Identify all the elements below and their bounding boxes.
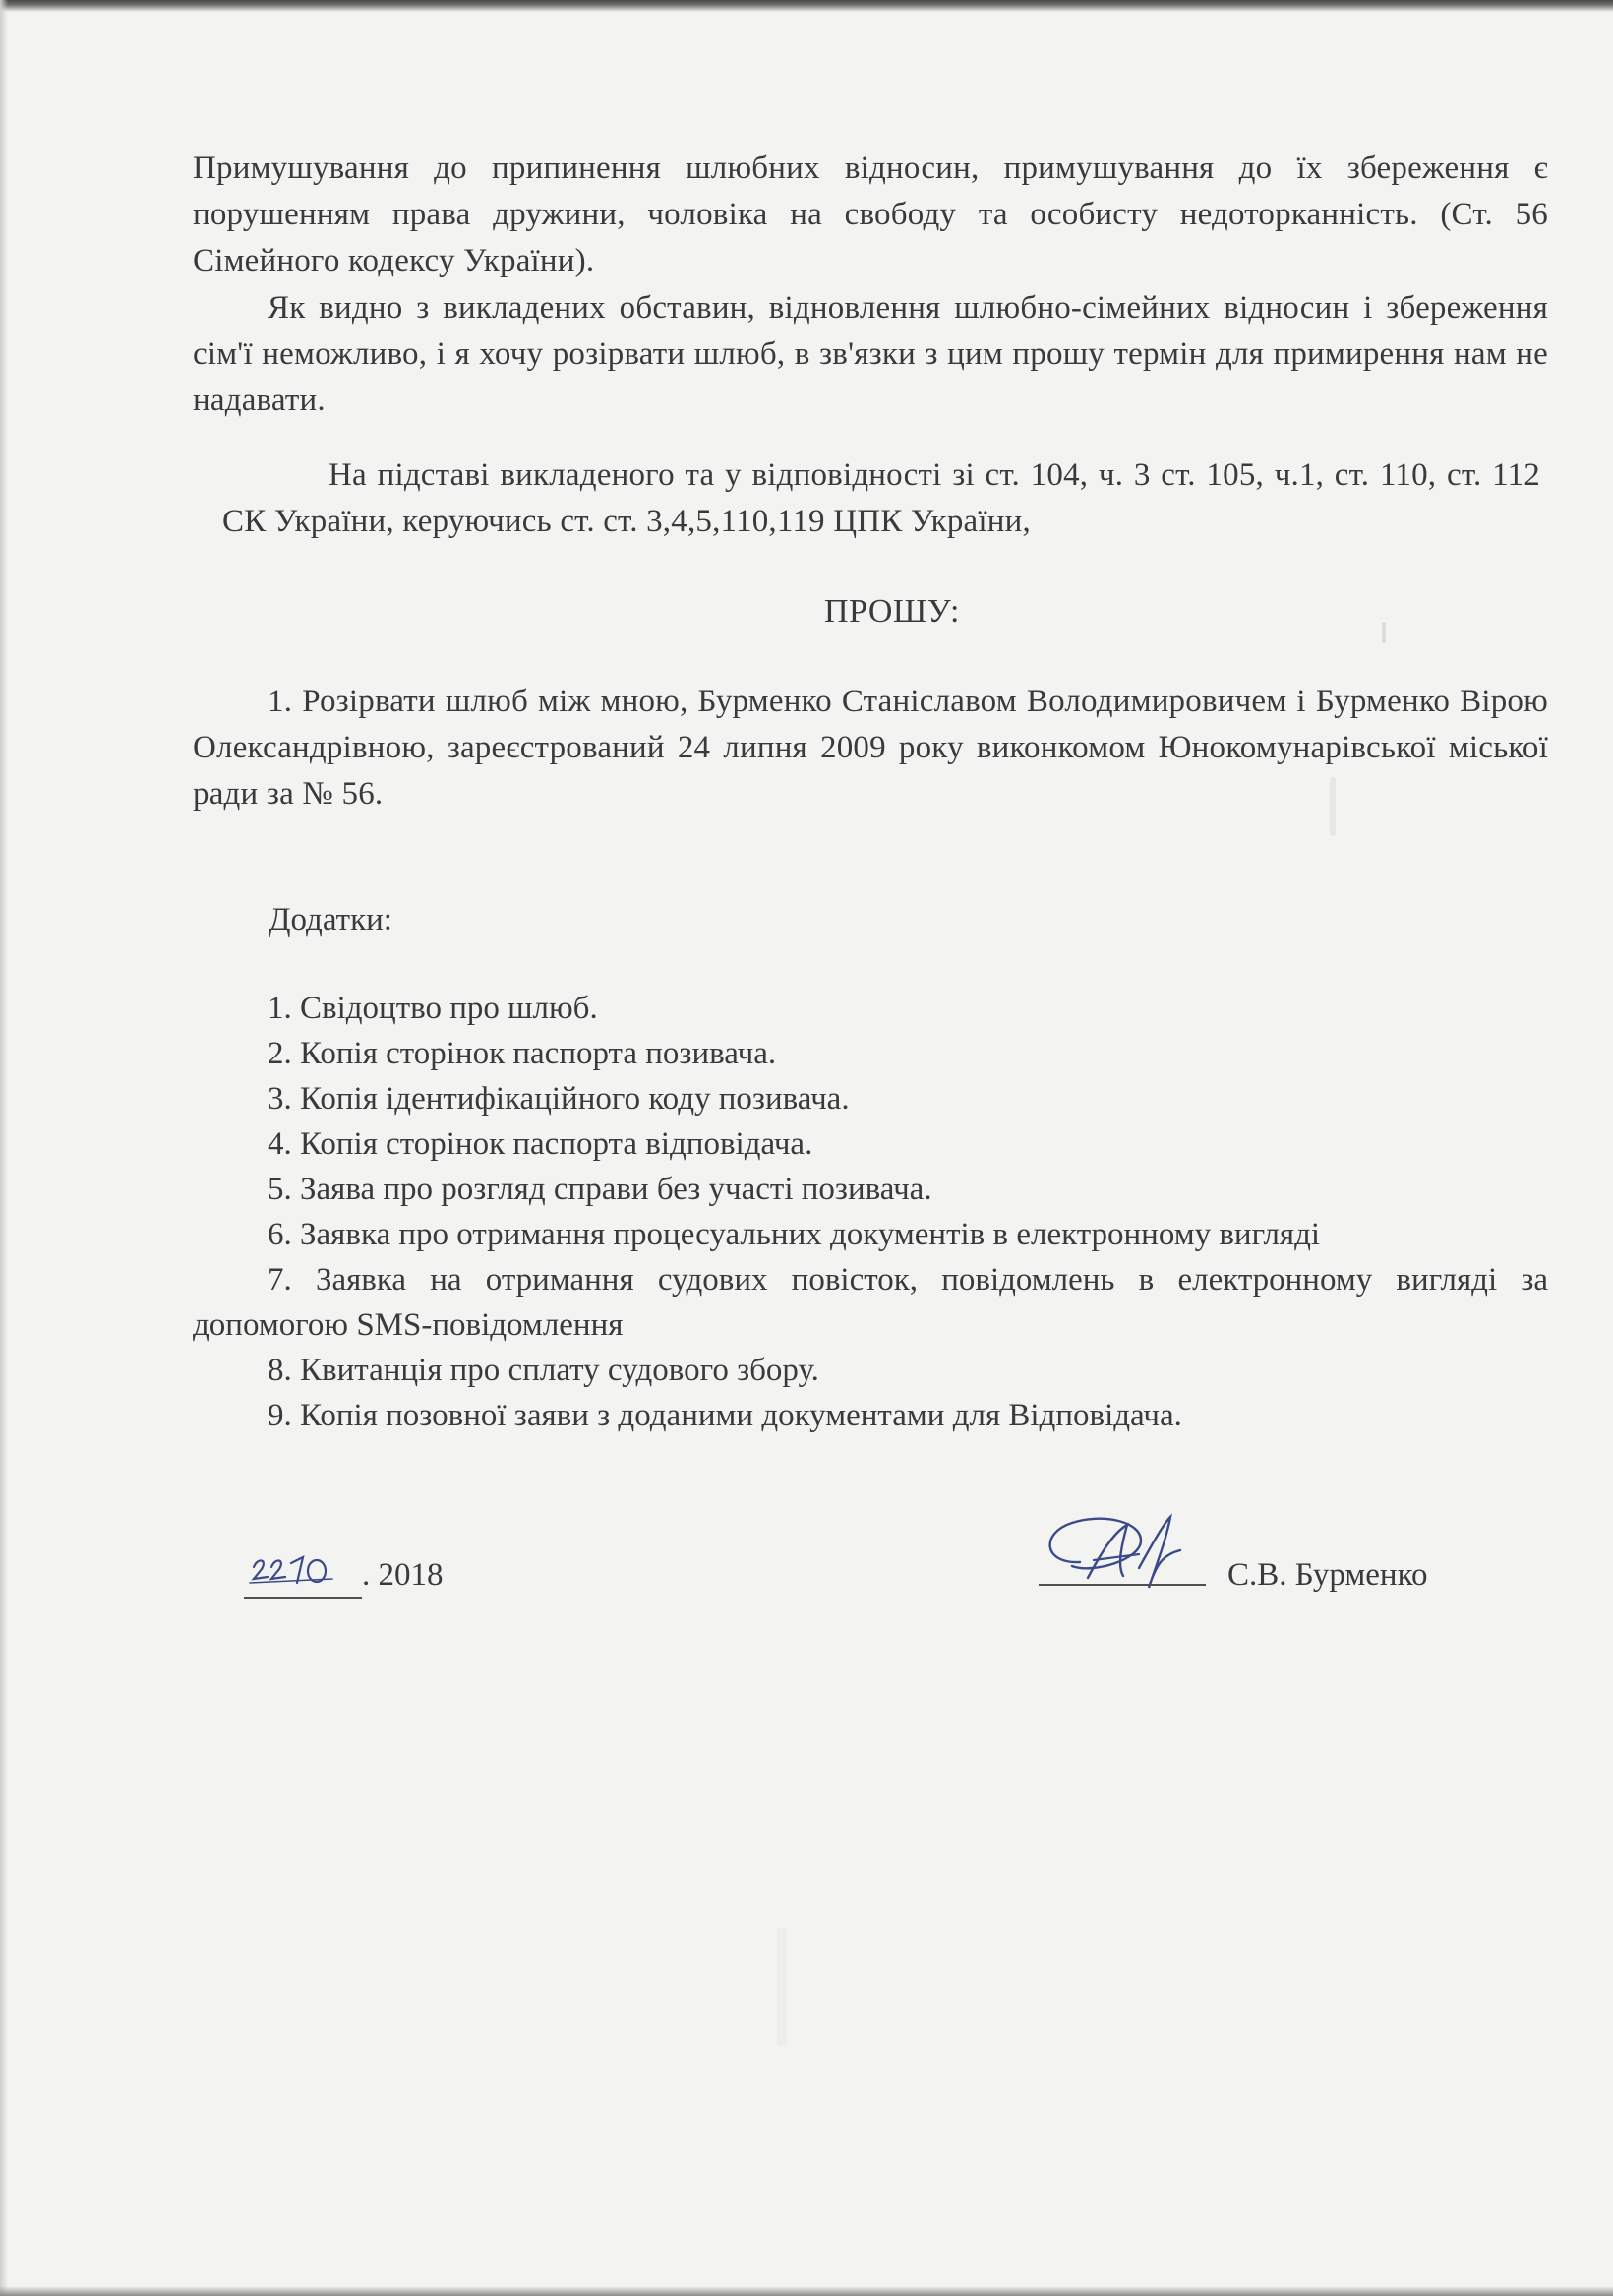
paragraph-legal-basis: На підставі викладеного та у відповідності зі ст. 104, ч. 3 ст. 105, ч.1, ст. 110, ст. 112 СК України, керуючись ст. ст. 3,4,5,110,119 ЦПК України, <box>222 457 1540 539</box>
attachment-item: 7. Заявка на отримання судових повісток, повідомлень в електронному вигляді за допомогою SMS-повідомлення <box>193 1262 1548 1343</box>
date-year: . 2018 <box>362 1557 444 1593</box>
signature-block <box>1033 1503 1446 1611</box>
attachment-item: 6. Заявка про отримання процесуальних документів в електронному вигляді <box>268 1217 1321 1252</box>
paragraph-coercion: Примушування до припинення шлюбних відносин, примушування до їх збереження є порушенням права дружини, чоловіка на свободу та особисту недоторканність. (Ст. 56 Сімейного кодексу України). <box>193 151 1548 278</box>
signer-name: С.В. Бурменко <box>1227 1557 1428 1593</box>
paragraph-circumstances: Як видно з викладених обставин, відновлення шлюбно-сімейних відносин і збереження сім'ї неможливо, і я хочу розірвати шлюб, в зв'язки з цим прошу термін для примирення нам не надавати. <box>193 290 1548 418</box>
request-heading: ПРОШУ: <box>824 593 960 630</box>
attachment-item: 8. Квитанція про сплату судового збору. <box>268 1353 819 1388</box>
signature-line <box>1039 1584 1206 1586</box>
handwritten-date-icon <box>248 1553 356 1593</box>
attachment-item: 9. Копія позовної заяви з доданими документами для Відповідача. <box>268 1398 1182 1433</box>
attachment-item: 5. Заява про розгляд справи без участі позивача. <box>268 1172 932 1207</box>
attachment-item: 1. Свідоцтво про шлюб. <box>268 991 598 1026</box>
request-item-divorce: 1. Розірвати шлюб між мною, Бурменко Станіславом Володимировичем і Бурменко Вірою Олександрівною, зареєстрований 24 липня 2009 року виконкомом Юнокомунарівської міської ради за № 56. <box>193 684 1548 812</box>
attachments-list <box>193 986 1548 1438</box>
attachment-item: 4. Копія сторінок паспорта відповідача. <box>268 1126 813 1162</box>
attachments-title: Додатки: <box>269 902 392 937</box>
attachment-item: 2. Копія сторінок паспорта позивача. <box>268 1036 777 1071</box>
handwritten-date <box>244 1563 362 1599</box>
signature-icon <box>1033 1503 1229 1601</box>
attachment-item: 3. Копія ідентифікаційного коду позивача. <box>268 1081 850 1117</box>
document-date <box>244 1552 444 1599</box>
